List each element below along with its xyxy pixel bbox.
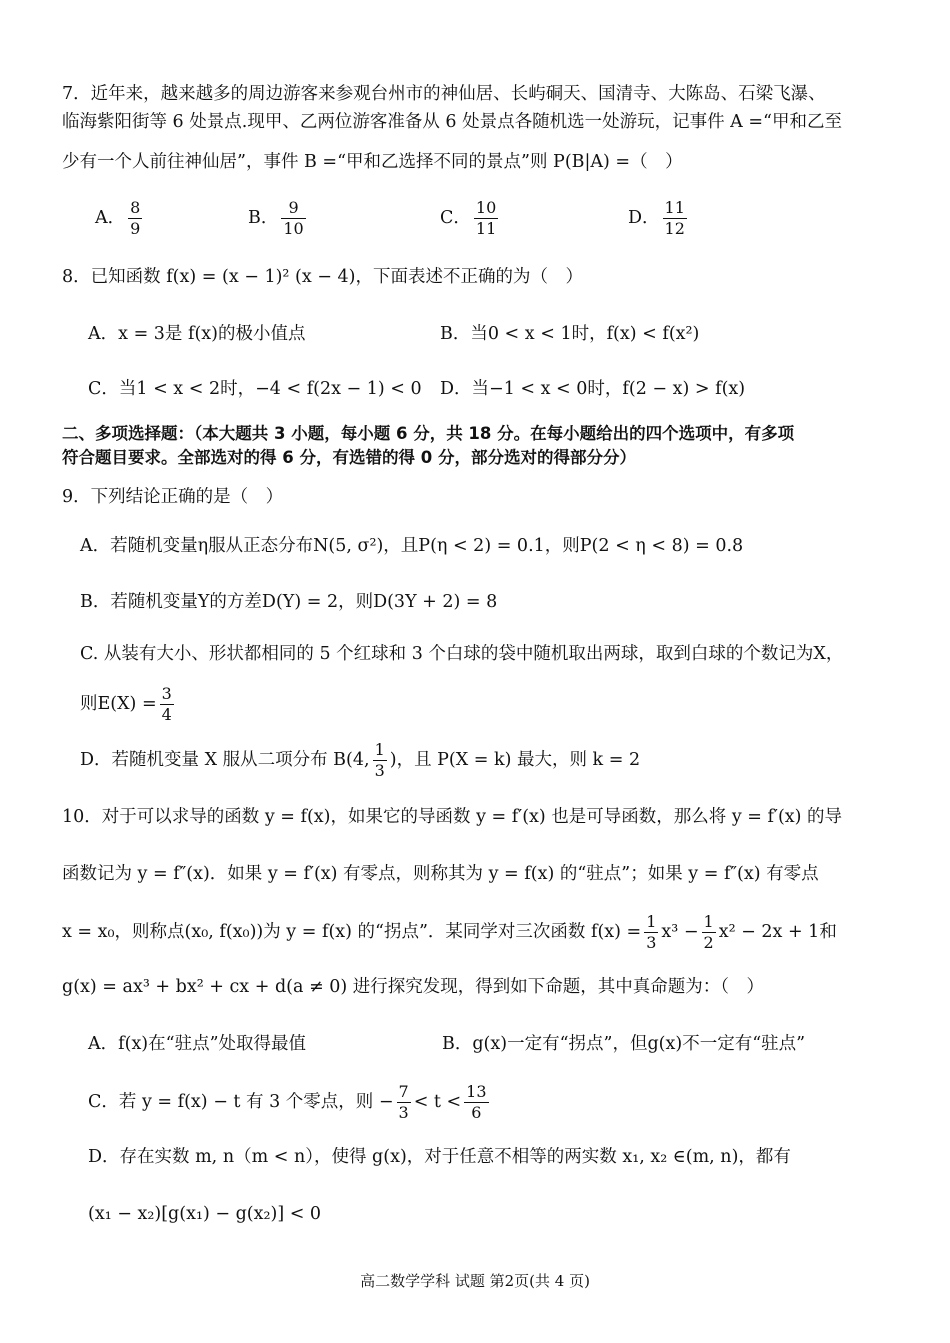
section-heading-line-2: 符合题目要求。全部选对的得 6 分，有选错的得 0 分，部分选对的得部分分） [62,448,636,467]
q10-line-4: g(x) = ax³ + bx² + cx + d(a ≠ 0) 进行探究发现，得到如下命题，其中真命题为：（ ） [62,977,764,997]
q7-option-d: D． $\frac{11}{12}$ [628,198,685,238]
q10-option-c: C．若 y = f(x) − t 有 3 个零点，则 − $\frac{7}{3}$ < t < $\frac{13}{6}$ [88,1082,487,1122]
q9-option-b: B．若随机变量Y的方差D(Y) = 2，则D(3Y + 2) = 8 [80,592,498,612]
page-footer: 高二数学学科 试题 第2页(共 4 页) [360,1272,590,1290]
q9-option-c-line-2: 则E(X) = $\frac{3}{4}$ [80,684,172,724]
q10-option-a: A．f(x)在“驻点”处取得最值 [88,1034,307,1054]
q10-line-1: 10．对于可以求导的函数 y = f(x)，如果它的导函数 y = f′(x) 也是可导函数，那么将 y = f′(x) 的导 [62,807,843,827]
q9-option-a: A．若随机变量η服从正态分布N(5, σ²)，且P(η < 2) = 0.1，则P(2 < η < 8) = 0.8 [80,536,744,556]
q10-option-b: B．g(x)一定有“拐点”，但g(x)不一定有“驻点” [442,1034,806,1054]
q8-stem: 8．已知函数 f(x) = (x − 1)² (x − 4)，下面表述不正确的为（ ） [62,267,583,287]
q9-option-d: D．若随机变量 X 服从二项分布 B(4, $\frac{1}{3}$ )，且 P(X = k) 最大，则 k = 2 [80,740,641,780]
q7-line-1: 7．近年来，越来越多的周边游客来参观台州市的神仙居、长屿硐天、国清寺、大陈岛、石梁飞瀑、 [62,84,826,104]
q10-option-d-line-1: D．存在实数 m, n（m < n），使得 g(x)，对于任意不相等的两实数 x₁, x₂ ∈(m, n)，都有 [88,1147,791,1167]
q7-option-a: A． $\frac{8}{9}$ [95,198,141,238]
q8-option-c: C．当1 < x < 2时，−4 < f(2x − 1) < 0 [88,379,422,399]
q7-option-c: C． $\frac{10}{11}$ [440,198,497,238]
section-heading-line-1: 二、多项选择题：（本大题共 3 小题，每小题 6 分，共 18 分。在每小题给出的四个选项中，有多项 [62,424,795,443]
q8-option-d: D．当−1 < x < 0时，f(2 − x) > f(x) [440,379,746,399]
q10-option-d-line-2: (x₁ − x₂)[g(x₁) − g(x₂)] < 0 [88,1204,322,1224]
q8-option-b: B．当0 < x < 1时，f(x) < f(x²) [440,324,700,344]
q8-option-a: A．x = 3是 f(x)的极小值点 [88,324,306,344]
q10-line-3: x = x₀，则称点(x₀, f(x₀))为 y = f(x) 的“拐点”．某同学对三次函数 f(x) = $\frac{1}{3}$ x³ − $\frac{1}{2}$ x² − 2x + 1和 [62,912,837,952]
q10-line-2: 函数记为 y = f″(x)．如果 y = f′(x) 有零点，则称其为 y = f(x) 的“驻点”；如果 y = f″(x) 有零点 [62,864,819,884]
q9-stem: 9．下列结论正确的是（ ） [62,487,284,507]
q7-option-b: B． $\frac{9}{10}$ [248,198,304,238]
q7-line-3: 少有一个人前往神仙居”，事件 B =“甲和乙选择不同的景点”则 P(B|A) =（ ） [62,152,683,172]
q9-option-c-line-1: C. 从装有大小、形状都相同的 5 个红球和 3 个白球的袋中随机取出两球，取到白球的个数记为X， [80,644,844,664]
q7-line-2: 临海紫阳街等 6 处景点.现甲、乙两位游客准备从 6 处景点各随机选一处游玩，记事件 A =“甲和乙至 [62,112,842,132]
